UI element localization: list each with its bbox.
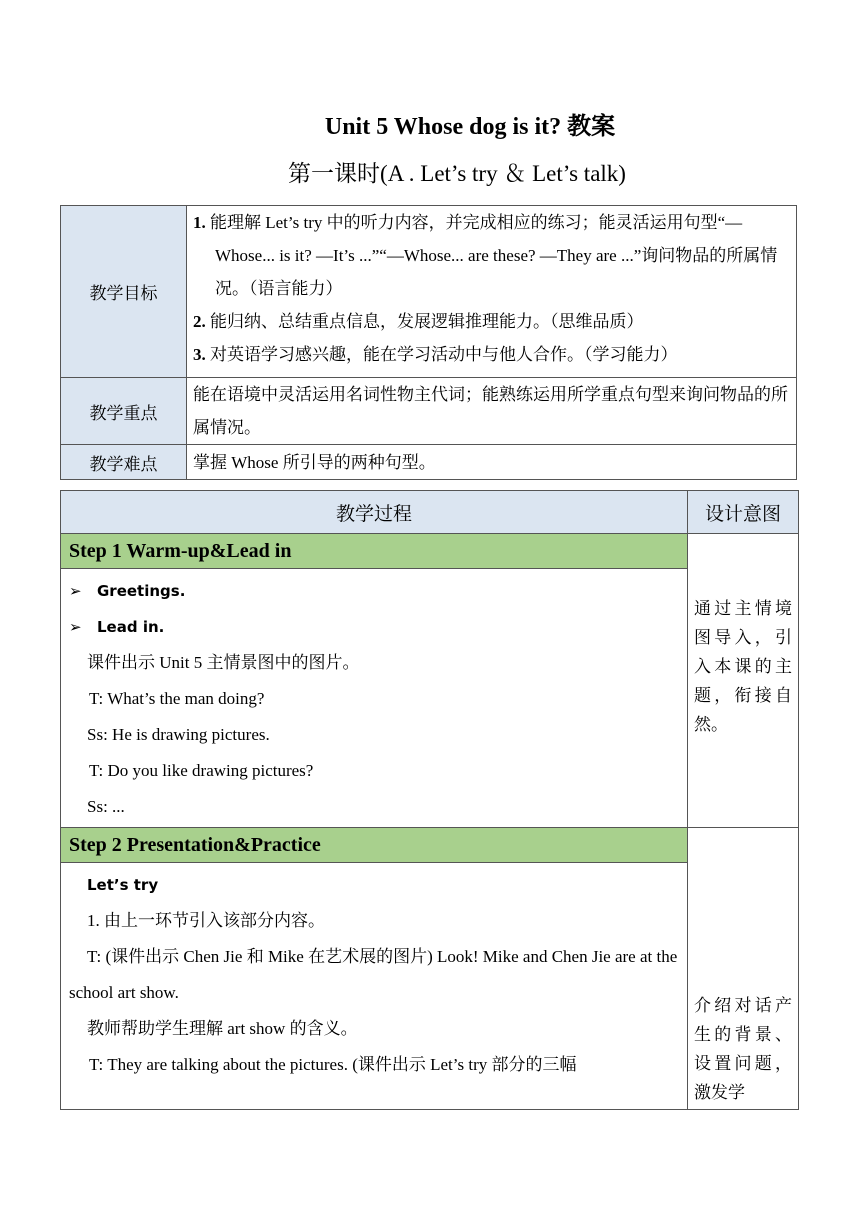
goal-number: 1. <box>193 213 206 232</box>
content-line: T: What’s the man doing? <box>89 689 265 708</box>
step2-content <box>61 863 688 1110</box>
objectives-table <box>60 205 797 480</box>
goal-number: 3. <box>193 345 206 364</box>
page-title: Unit 5 Whose dog is it? 教案 <box>324 114 616 140</box>
page-subtitle: 第一课时(A . Let’s try ＆ Let’s talk) <box>288 161 626 186</box>
goal-text: 对英语学习感兴趣，能在学习活动中与他人合作。（学习能力） <box>210 345 678 364</box>
goal-item <box>193 206 790 305</box>
content-line: 课件出示 Unit 5 主情景图中的图片。 <box>87 653 360 672</box>
bullet-item <box>69 609 681 645</box>
bullet-text: Greetings. <box>97 582 186 600</box>
difficulty-text: 掌握 Whose 所引导的两种句型。 <box>187 445 797 480</box>
difficulty-label: 教学难点 <box>61 445 187 480</box>
content-line: 1. 由上一环节引入该部分内容。 <box>87 911 325 930</box>
process-header: 教学过程 <box>61 491 688 534</box>
content-line: 教师帮助学生理解 art show 的含义。 <box>87 1019 358 1038</box>
goal-text: 能归纳、总结重点信息，发展逻辑推理能力。（思维品质） <box>210 312 644 331</box>
goal-text: 能理解 Let’s try 中的听力内容，并完成相应的练习；能灵活运用句型“—Whose... is it? —It’s ...”“—Whose... are these? —They are ...”询问物品的所属情况。（语言能力） <box>210 213 778 298</box>
goals-label: 教学目标 <box>61 206 187 378</box>
content-line: T: They are talking about the pictures. (课件出示 Let’s try 部分的三幅 <box>89 1055 577 1074</box>
intent-header: 设计意图 <box>688 491 799 534</box>
key-points-text: 能在语境中灵活运用名词性物主代词；能熟练运用所学重点句型来询问物品的所属情况。 <box>187 378 797 445</box>
content-line: T: (课件出示 Chen Jie 和 Mike 在艺术展的图片) Look! Mike and Chen Jie are at the school art show. <box>69 947 678 1002</box>
step2-subhead: Let’s try <box>87 876 159 894</box>
step1-intent: 通过主情境图导入，引入本课的主题，衔接自然。 <box>688 534 799 828</box>
goal-item <box>193 305 790 338</box>
bullet-text: Lead in. <box>97 618 165 636</box>
content-line: Ss: He is drawing pictures. <box>87 725 270 744</box>
goal-item <box>193 338 790 371</box>
step1-title: Step 1 Warm-up&Lead in <box>61 534 688 569</box>
process-table <box>60 490 799 1110</box>
arrow-bullet-icon: ➢ <box>69 582 82 600</box>
step1-content <box>61 569 688 828</box>
key-points-label: 教学重点 <box>61 378 187 445</box>
step2-intent: 介绍对话产生的背景、设置问题，激发学 <box>688 828 799 1110</box>
bullet-item <box>69 573 681 609</box>
goals-cell <box>187 206 797 378</box>
arrow-bullet-icon: ➢ <box>69 618 82 636</box>
goal-number: 2. <box>193 312 206 331</box>
content-line: T: Do you like drawing pictures? <box>89 761 314 780</box>
step2-title: Step 2 Presentation&Practice <box>61 828 688 863</box>
content-line: Ss: ... <box>87 797 125 816</box>
